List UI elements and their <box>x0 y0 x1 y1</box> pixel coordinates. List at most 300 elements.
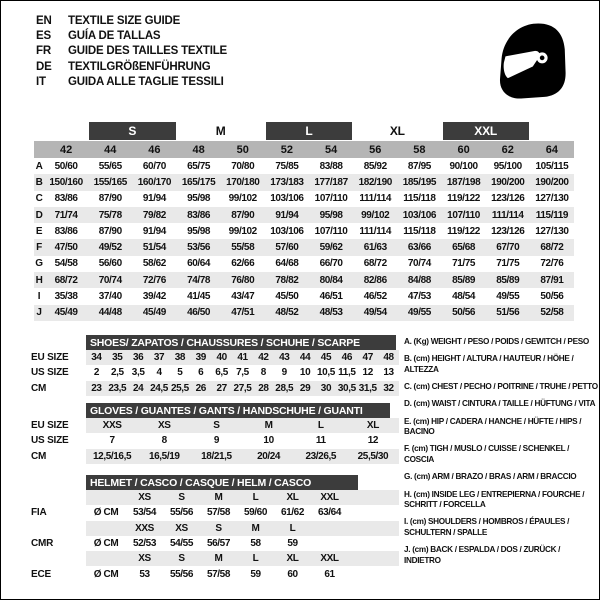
measurement-cell: 47/51 <box>231 307 255 319</box>
row-values <box>86 449 399 464</box>
row-label: EU SIZE <box>31 352 69 364</box>
language-code: IT <box>36 75 46 88</box>
measurement-cell: 82/86 <box>363 274 387 286</box>
size-cell: 7,5 <box>236 367 249 379</box>
measurement-cell: 68/72 <box>54 274 78 286</box>
measurement-cell: 87/90 <box>98 193 122 205</box>
size-cell: 11,5 <box>338 367 356 379</box>
measurement-cell: 54/58 <box>54 258 78 270</box>
measurement-cell: 35/38 <box>54 291 78 303</box>
standard-name: FIA <box>31 507 47 519</box>
measurement-cell: 187/198 <box>446 176 481 188</box>
measurement-cell: 63/66 <box>407 242 431 254</box>
measurement-cell: 59/62 <box>319 242 343 254</box>
size-label: S <box>178 492 185 504</box>
gloves-table-rows <box>31 418 399 464</box>
table-row-a <box>34 158 574 174</box>
size-cell: 10 <box>299 367 311 379</box>
measurement-cell: 107/110 <box>314 193 348 205</box>
size-cell: 30,5 <box>337 382 356 394</box>
size-cell: 12,5/16,5 <box>93 450 132 462</box>
size-cell: 63/64 <box>317 507 342 519</box>
size-cell: 23,5 <box>108 382 127 394</box>
measurement-cell: 83/88 <box>319 160 343 172</box>
size-cell: 18/21,5 <box>201 450 232 462</box>
measurement-cell: 173/183 <box>270 176 304 188</box>
measurement-cell: 55/58 <box>231 242 255 254</box>
helmet-sizes-row-cmr <box>31 521 399 536</box>
measurement-cell: 71/74 <box>54 209 78 221</box>
size-cell: XS <box>157 420 171 432</box>
size-cell: 27,5 <box>233 382 252 394</box>
measurement-cell: 165/175 <box>181 176 216 188</box>
gloves-table-title: GLOVES / GUANTES / GANTS / HANDSCHUHE / GUANTI <box>86 403 390 418</box>
measurement-cell: 87/90 <box>98 225 122 237</box>
size-label: L <box>252 553 259 565</box>
measurement-cell: 49/55 <box>496 291 520 303</box>
measurement-cell: 190/200 <box>491 176 525 188</box>
legend-item-d: D. (cm) WAIST / CINTURA / TAILLE / HÜFTUNG / VITA <box>404 399 596 409</box>
measurement-cell: 85/92 <box>363 160 387 172</box>
measurement-cell: 55/65 <box>98 160 122 172</box>
gloves-row-eu-size <box>31 418 399 433</box>
size-column-48: 48 <box>192 143 205 156</box>
size-label: S <box>215 522 222 534</box>
measurement-cell: 83/86 <box>54 193 78 205</box>
size-cell: 6 <box>198 367 204 379</box>
size-column-58: 58 <box>413 143 426 156</box>
size-cell: 8 <box>260 367 266 379</box>
size-cell: 57/58 <box>206 507 231 519</box>
size-group-xl: XL <box>389 124 405 138</box>
size-cell: 9 <box>213 435 219 447</box>
size-cell: 2,5 <box>110 367 124 379</box>
legend-item-i: I. (cm) SHOULDERS / HOMBROS / ÉPAULES / SCHULTERN / SPALLE <box>404 517 570 537</box>
measurement-cell: 70/74 <box>98 274 122 286</box>
size-cell: XXS <box>102 420 122 432</box>
language-title: TEXTILE SIZE GUIDE <box>68 15 181 27</box>
measurement-cell: 190/200 <box>535 176 569 188</box>
size-cell: 25,5/30 <box>357 450 389 462</box>
size-cell: 25,5 <box>170 382 189 394</box>
measurement-cell: 185/195 <box>402 176 437 188</box>
gloves-row-us-size <box>31 433 399 448</box>
size-group-s: S <box>89 122 175 140</box>
language-row-de <box>36 60 227 75</box>
size-cell: 53/54 <box>132 507 157 519</box>
size-column-54: 54 <box>324 143 338 156</box>
measurement-cell: 99/102 <box>228 225 257 237</box>
size-cell: M <box>264 420 273 432</box>
measurement-cell: 60/70 <box>142 160 166 172</box>
size-cell: 35 <box>112 352 123 364</box>
size-column-52: 52 <box>280 143 294 156</box>
measurement-cell: 50/60 <box>54 160 78 172</box>
measurement-cell: 39/42 <box>142 291 166 303</box>
size-cell: 41 <box>237 352 248 364</box>
row-values <box>86 350 399 365</box>
shoes-row-cm <box>31 381 399 396</box>
legend-item-f: F. (cm) TIGH / MUSLO / CUISSE / SCHENKEL / COSCIA <box>404 444 570 464</box>
helmet-values-row-ece <box>31 566 399 581</box>
size-cell: 5 <box>177 367 183 379</box>
measurement-cell: 127/130 <box>535 193 569 205</box>
gloves-row-cm <box>31 449 399 464</box>
size-label: L <box>289 522 296 534</box>
measurement-cell: 115/118 <box>403 225 436 237</box>
measurement-cell: 78/82 <box>275 274 299 286</box>
unit-label: Ø CM <box>93 538 119 550</box>
table-row-i <box>34 288 574 304</box>
size-cell: 28 <box>258 382 269 394</box>
measurement-cell: 46/50 <box>187 307 211 319</box>
measurement-cell: 177/187 <box>314 176 348 188</box>
measurement-cell: 95/98 <box>319 209 343 221</box>
size-group-xxl: XXL <box>443 122 529 140</box>
size-label: XXS <box>135 522 154 534</box>
measurement-cell: 87/95 <box>407 160 431 172</box>
measurement-cell: 80/84 <box>319 274 343 286</box>
measurement-cell: 83/86 <box>54 225 78 237</box>
measurement-cell: 46/51 <box>319 291 343 303</box>
helmet-table-title: HELMET / CASCO / CASQUE / HELM / CASCO <box>86 475 358 490</box>
standard-name: ECE <box>31 568 51 580</box>
row-letter: A <box>35 160 43 172</box>
measurement-cell: 99/102 <box>228 193 257 205</box>
size-cell: 59 <box>287 538 298 550</box>
row-letter: C <box>35 193 43 205</box>
gloves-size-table <box>31 403 399 464</box>
size-label: XS <box>138 553 151 565</box>
helmet-table-rows <box>31 490 399 582</box>
size-cell: 10,5 <box>317 367 335 379</box>
size-cell: 40 <box>216 352 227 364</box>
size-column-42: 42 <box>59 143 73 156</box>
measurement-cell: 68/72 <box>363 258 387 270</box>
size-cell: 44 <box>299 352 311 364</box>
measurement-cell: 123/126 <box>491 193 525 205</box>
helmet-size-table <box>31 475 399 582</box>
size-cell: 9 <box>281 367 287 379</box>
measurement-cell: 58/62 <box>142 258 166 270</box>
measurement-cell: 105/115 <box>535 160 569 172</box>
row-label-spacer <box>31 490 86 505</box>
size-cell: 24,5 <box>150 382 168 394</box>
size-cell: L <box>317 420 324 432</box>
measurement-cell: 90/100 <box>449 160 478 172</box>
measurement-cell: 107/110 <box>447 209 480 221</box>
measurement-legend <box>404 337 598 573</box>
row-label: EU SIZE <box>31 420 69 432</box>
size-cell: S <box>213 420 220 432</box>
measurement-cell: 65/75 <box>187 160 211 172</box>
language-code: DE <box>36 60 52 73</box>
measurement-cell: 70/74 <box>407 258 431 270</box>
measurement-cell: 56/60 <box>98 258 122 270</box>
language-title: GUÍA DE TALLAS <box>68 30 161 43</box>
row-values <box>86 381 399 396</box>
measurement-cell: 155/165 <box>93 176 127 188</box>
measurement-cell: 61/63 <box>363 242 387 254</box>
measurement-cell: 75/78 <box>98 209 122 221</box>
measurement-cell: 84/88 <box>407 274 431 286</box>
size-label: S <box>178 553 185 565</box>
row-letter: D <box>35 209 43 221</box>
size-cell: 28,5 <box>275 382 294 394</box>
measurement-cell: 44/48 <box>98 307 122 319</box>
row-letter: G <box>35 258 43 270</box>
measurement-cell: 52/58 <box>540 307 564 319</box>
measurement-cell: 53/56 <box>187 242 211 254</box>
size-cell: 10 <box>263 435 274 447</box>
legend-item-a: A. (Kg) WEIGHT / PESO / POIDS / GEWITCH / PESO <box>404 337 589 346</box>
row-values <box>86 418 399 433</box>
table-row-g <box>34 256 574 272</box>
size-cell: 36 <box>132 352 144 364</box>
legend-item-c: C. (cm) CHEST / PECHO / POITRINE / TRUHE / PETTO <box>404 382 598 392</box>
size-cell: 12 <box>362 367 373 379</box>
legend-item-g: G. (cm) ARM / BRAZO / BRAS / ARM / BRACCIO <box>404 472 577 482</box>
size-cell: 37 <box>153 352 165 364</box>
helmet-size-labels <box>86 490 399 505</box>
row-letter: I <box>37 291 41 303</box>
textile-size-table <box>34 122 574 321</box>
language-row-es <box>36 29 227 44</box>
measurement-cell: 47/53 <box>407 291 431 303</box>
language-code: FR <box>36 45 51 58</box>
measurement-cell: 47/50 <box>54 242 78 254</box>
table-row-f <box>34 239 574 255</box>
size-cell: 42 <box>258 352 269 364</box>
size-column-64: 64 <box>545 143 559 156</box>
shoes-table-rows <box>31 350 399 396</box>
measurement-cell: 95/98 <box>187 193 211 205</box>
row-letter: J <box>36 307 42 319</box>
measurement-cell: 65/68 <box>452 242 476 254</box>
size-cell: 20/24 <box>257 450 281 462</box>
size-column-50: 50 <box>236 143 249 156</box>
measurement-cell: 115/119 <box>535 209 569 221</box>
measurement-cell: 115/118 <box>403 193 436 205</box>
measurement-cell: 87/90 <box>231 209 255 221</box>
size-cell: 45 <box>320 352 332 364</box>
measurement-cell: 75/85 <box>275 160 299 172</box>
row-label: US SIZE <box>31 435 69 447</box>
size-cell: 59 <box>250 568 261 580</box>
table-row-e <box>34 223 574 239</box>
measurement-cell: 45/49 <box>54 307 78 319</box>
helmet-sizes-row-fia <box>31 490 399 505</box>
measurement-cell: 51/56 <box>496 307 520 319</box>
size-label: M <box>214 553 223 565</box>
measurement-cell: 68/72 <box>540 242 564 254</box>
measurement-cell: 79/82 <box>142 209 166 221</box>
row-letter: B <box>35 176 43 188</box>
measurement-cell: 43/47 <box>231 291 255 303</box>
measurement-cell: 119/122 <box>447 193 480 205</box>
shoes-size-table <box>31 335 399 396</box>
size-cell: 7 <box>109 435 115 447</box>
unit-label: Ø CM <box>93 507 119 519</box>
size-cell: 47 <box>362 352 373 364</box>
size-cell: XL <box>366 420 379 432</box>
size-cell: 55/56 <box>169 568 194 580</box>
size-cell: 12 <box>367 435 379 447</box>
legend-item-e: E. (cm) HIP / CADERA / HANCHE / HÜFTE / HIPS / BACINO <box>404 416 582 437</box>
legend-item-j: J. (cm) BACK / ESPALDA / DOS / ZURÜCK / INDIETRO <box>404 545 561 565</box>
table-row-c <box>34 191 574 207</box>
measurement-cell: 48/53 <box>319 307 343 319</box>
measurement-cell: 76/80 <box>231 274 255 286</box>
measurement-cell: 49/55 <box>407 307 431 319</box>
helmet-values <box>86 566 399 581</box>
size-label: XL <box>286 492 299 504</box>
language-title: GUIDA ALLE TAGLIE TESSILI <box>68 75 224 88</box>
shoes-table-title: SHOES/ ZAPATOS / CHAUSSURES / SCHUHE / SCARPE <box>86 335 396 350</box>
size-cell: 56/57 <box>206 538 231 550</box>
shoes-row-eu-size <box>31 350 399 365</box>
helmet-size-labels <box>86 521 399 536</box>
measurement-cell: 49/52 <box>98 242 122 254</box>
size-cell: 54/55 <box>169 538 194 550</box>
helmet-values <box>86 505 399 520</box>
helmet-icon <box>493 17 571 105</box>
measurement-cell: 103/106 <box>270 225 304 237</box>
measurement-cell: 45/49 <box>142 307 166 319</box>
size-label: XS <box>175 522 188 534</box>
measurement-cell: 70/80 <box>231 160 255 172</box>
measurement-cell: 160/170 <box>137 176 172 188</box>
measurement-cell: 170/180 <box>226 176 260 188</box>
measurement-cell: 67/70 <box>496 242 520 254</box>
measurement-cell: 48/52 <box>275 307 299 319</box>
standard-name: CMR <box>31 538 54 550</box>
size-cell: 57/58 <box>206 568 231 580</box>
size-column-44: 44 <box>104 143 117 156</box>
helmet-values-row-fia <box>31 505 399 520</box>
measurement-cell: 123/126 <box>491 225 525 237</box>
size-cell: 26 <box>195 382 206 394</box>
measurement-cell: 91/94 <box>142 225 166 237</box>
legend-item-h: H. (cm) INSIDE LEG / ENTREPIERNA / FOURCHE / SCHRITT / FORCELLA <box>404 489 585 510</box>
measurement-cell: 99/102 <box>361 209 390 221</box>
language-row-it <box>36 75 227 90</box>
numeric-header-spacer <box>34 141 44 158</box>
measurement-cell: 74/78 <box>187 274 211 286</box>
size-cell: 23/26,5 <box>305 450 337 462</box>
measurement-cell: 60/64 <box>187 258 211 270</box>
measurement-cell: 85/89 <box>452 274 476 286</box>
measurement-cell: 85/89 <box>496 274 520 286</box>
size-label: XS <box>138 492 151 504</box>
measurement-cell: 72/76 <box>540 258 564 270</box>
measurement-cell: 48/54 <box>452 291 476 303</box>
row-label-spacer <box>31 551 86 566</box>
row-label: US SIZE <box>31 367 69 379</box>
measurement-cell: 50/56 <box>540 291 564 303</box>
size-cell: 61 <box>324 568 335 580</box>
measurement-cell: 71/75 <box>452 258 476 270</box>
row-letter: H <box>35 274 43 286</box>
size-cell: 13 <box>383 367 394 379</box>
measurement-cell: 49/54 <box>363 307 387 319</box>
size-cell: 11 <box>315 435 326 447</box>
size-cell: 38 <box>174 352 186 364</box>
language-row-fr <box>36 44 227 59</box>
row-label-spacer <box>31 521 86 536</box>
measurement-cell: 91/94 <box>142 193 166 205</box>
measurement-cell: 111/114 <box>491 209 524 221</box>
size-cell: 2 <box>93 367 100 379</box>
row-values <box>86 433 399 448</box>
row-label: CM <box>31 450 47 462</box>
size-column-62: 62 <box>501 143 514 156</box>
measurement-cell: 111/114 <box>359 225 392 237</box>
size-cell: 24 <box>132 382 144 394</box>
size-label: L <box>252 492 259 504</box>
measurement-cell: 66/70 <box>319 258 343 270</box>
size-cell: 4 <box>156 367 162 379</box>
measurement-cell: 91/94 <box>275 209 299 221</box>
size-cell: 16,5/19 <box>148 450 180 462</box>
size-cell: 3,5 <box>131 367 145 379</box>
measurement-cell: 62/66 <box>231 258 255 270</box>
measurement-cell: 83/86 <box>187 209 211 221</box>
size-cell: 27 <box>216 382 227 394</box>
size-cell: 52/53 <box>132 538 157 550</box>
helmet-values-row-cmr <box>31 536 399 551</box>
size-cell: 30 <box>320 382 332 394</box>
measurement-cell: 103/106 <box>270 193 304 205</box>
measurement-cell: 50/56 <box>452 307 476 319</box>
language-title: GUIDE DES TAILLES TEXTILE <box>68 45 227 58</box>
measurement-cell: 51/54 <box>142 242 166 254</box>
measurement-cell: 72/76 <box>142 274 166 286</box>
size-group-spacer <box>35 122 87 140</box>
measurement-cell: 41/45 <box>187 291 211 303</box>
helmet-sizes-row-ece <box>31 551 399 566</box>
row-letter: E <box>35 225 43 237</box>
size-cell: 46 <box>341 352 352 364</box>
unit-label: Ø CM <box>93 568 119 580</box>
measurement-cell: 37/40 <box>98 291 122 303</box>
measurement-cell: 57/60 <box>275 242 299 254</box>
size-group-m: M <box>215 124 226 138</box>
numeric-size-header-row <box>34 141 574 158</box>
size-cell: 34 <box>91 352 102 364</box>
table-row-d <box>34 207 574 223</box>
language-code: ES <box>36 30 51 43</box>
row-label: CM <box>31 382 47 394</box>
size-cell: 43 <box>279 352 290 364</box>
size-label: M <box>214 492 223 504</box>
size-group-spacer <box>531 122 573 140</box>
size-cell: 32 <box>383 382 394 394</box>
size-cell: 60 <box>287 568 298 580</box>
measurement-cell: 119/122 <box>447 225 480 237</box>
size-label: XL <box>286 553 299 565</box>
row-values <box>86 365 399 380</box>
size-cell: 39 <box>195 352 206 364</box>
size-cell: 58 <box>250 538 261 550</box>
size-group-header-row <box>34 122 574 140</box>
table-row-h <box>34 272 574 288</box>
measurement-cell: 127/130 <box>535 225 569 237</box>
size-column-60: 60 <box>457 143 470 156</box>
measurement-cell: 64/68 <box>275 258 299 270</box>
language-code: EN <box>36 15 52 27</box>
size-group-l: L <box>266 122 352 140</box>
